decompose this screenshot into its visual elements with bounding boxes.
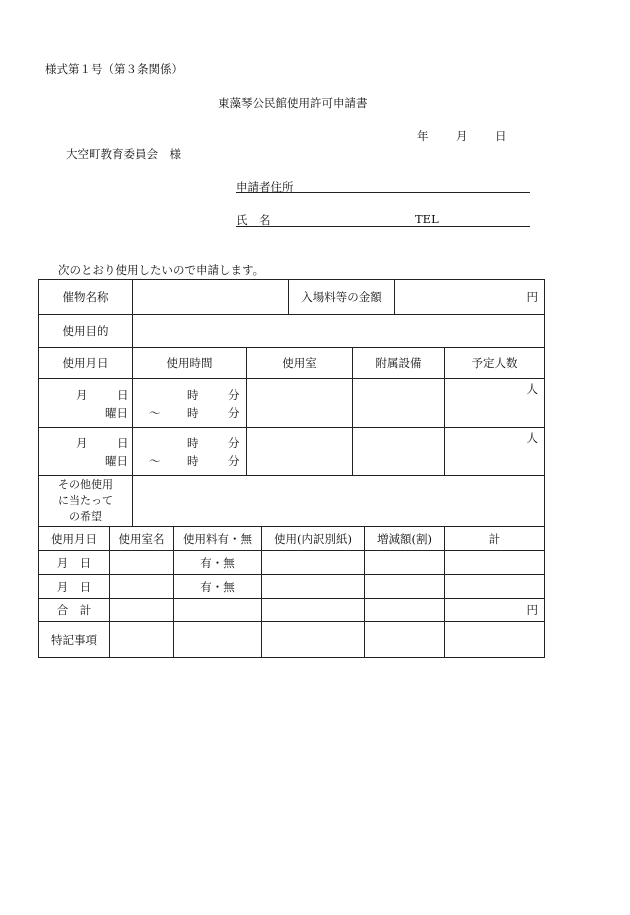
notes-cell[interactable] — [110, 622, 174, 658]
people-unit: 人 — [526, 431, 538, 445]
fee-row-fee[interactable]: 有・無 — [174, 575, 262, 599]
fee-row-adjustment[interactable] — [365, 551, 445, 575]
month-label: 月 — [76, 388, 88, 402]
room-cell[interactable] — [247, 379, 353, 428]
fee-row-date: 月 日 — [39, 575, 110, 599]
minute-label: 分 — [228, 388, 240, 402]
minute-label: 分 — [228, 454, 240, 468]
minute-label: 分 — [228, 436, 240, 450]
time-cell[interactable] — [133, 379, 247, 428]
date-cell[interactable] — [39, 379, 133, 428]
fee-row-breakdown[interactable] — [262, 575, 365, 599]
yen-unit: 円 — [526, 290, 538, 304]
date-month-label: 月 — [456, 129, 468, 143]
header-attendance: 予定人数 — [445, 348, 545, 379]
application-table — [38, 279, 545, 527]
fee-row-date: 月 日 — [39, 551, 110, 575]
purpose-cell[interactable] — [133, 315, 545, 348]
applicant-name-label: 氏 名 — [236, 213, 271, 227]
total-label: 合 計 — [39, 599, 110, 622]
equipment-cell[interactable] — [353, 428, 445, 476]
fee-row-total[interactable] — [445, 575, 545, 599]
other-label-line: に当たって — [58, 494, 113, 507]
name-underline[interactable] — [236, 226, 530, 227]
equipment-cell[interactable] — [353, 379, 445, 428]
fee-row-adjustment[interactable] — [365, 575, 445, 599]
fee-row-fee[interactable]: 有・無 — [174, 551, 262, 575]
month-label: 月 — [76, 436, 88, 450]
fee-table — [38, 526, 545, 658]
purpose-label: 使用目的 — [39, 315, 133, 348]
total-amount-cell[interactable] — [445, 599, 545, 622]
day-label: 日 — [117, 388, 129, 402]
other-requests-cell[interactable] — [133, 476, 545, 527]
other-label-line: その他使用 — [58, 478, 113, 491]
applicant-address-label: 申請者住所 — [236, 180, 294, 194]
applicant-tel-label: TEL — [415, 212, 439, 226]
attendance-cell[interactable] — [445, 428, 545, 476]
fee-header-date: 使用月日 — [39, 527, 110, 551]
address-underline[interactable] — [236, 192, 530, 193]
fee-row-breakdown[interactable] — [262, 551, 365, 575]
date-day-label: 日 — [495, 129, 507, 143]
room-cell[interactable] — [247, 428, 353, 476]
notes-cell[interactable] — [445, 622, 545, 658]
tilde: ～ — [149, 454, 161, 468]
form-number: 様式第１号（第３条関係） — [45, 62, 183, 76]
weekday-label: 曜日 — [105, 406, 128, 420]
intro-text: 次のとおり使用したいので申請します。 — [58, 263, 265, 277]
total-cell[interactable] — [262, 599, 365, 622]
hour-label: 時 — [187, 406, 199, 420]
other-label-line: の希望 — [69, 510, 102, 523]
header-time: 使用時間 — [133, 348, 247, 379]
notes-cell[interactable] — [174, 622, 262, 658]
fee-header-breakdown: 使用(内訳別紙) — [262, 527, 365, 551]
admission-cell[interactable] — [395, 280, 545, 315]
tilde: ～ — [149, 406, 161, 420]
total-cell[interactable] — [110, 599, 174, 622]
notes-cell[interactable] — [365, 622, 445, 658]
minute-label: 分 — [228, 406, 240, 420]
header-equipment: 附属設備 — [353, 348, 445, 379]
date-cell[interactable] — [39, 428, 133, 476]
fee-row-room[interactable] — [110, 575, 174, 599]
fee-row-room[interactable] — [110, 551, 174, 575]
fee-header-fee: 使用料有・無 — [174, 527, 262, 551]
attendance-cell[interactable] — [445, 379, 545, 428]
header-room: 使用室 — [247, 348, 353, 379]
time-cell[interactable] — [133, 428, 247, 476]
notes-label: 特記事項 — [39, 622, 110, 658]
addressee: 大空町教育委員会 様 — [66, 147, 181, 161]
date-year-label: 年 — [417, 129, 429, 143]
hour-label: 時 — [187, 454, 199, 468]
people-unit: 人 — [526, 382, 538, 396]
event-name-label: 催物名称 — [39, 280, 133, 315]
fee-header-room: 使用室名 — [110, 527, 174, 551]
yen-unit: 円 — [526, 603, 538, 617]
page-title: 東藻琴公民館使用許可申請書 — [218, 96, 368, 110]
admission-label: 入場料等の金額 — [289, 280, 395, 315]
fee-row-total[interactable] — [445, 551, 545, 575]
other-requests-label — [39, 476, 133, 527]
hour-label: 時 — [187, 436, 199, 450]
day-label: 日 — [117, 436, 129, 450]
header-date: 使用月日 — [39, 348, 133, 379]
fee-header-total: 計 — [445, 527, 545, 551]
total-cell[interactable] — [365, 599, 445, 622]
event-name-cell[interactable] — [133, 280, 289, 315]
total-cell[interactable] — [174, 599, 262, 622]
weekday-label: 曜日 — [105, 454, 128, 468]
notes-cell[interactable] — [262, 622, 365, 658]
fee-header-adjustment: 増減額(割) — [365, 527, 445, 551]
hour-label: 時 — [187, 388, 199, 402]
